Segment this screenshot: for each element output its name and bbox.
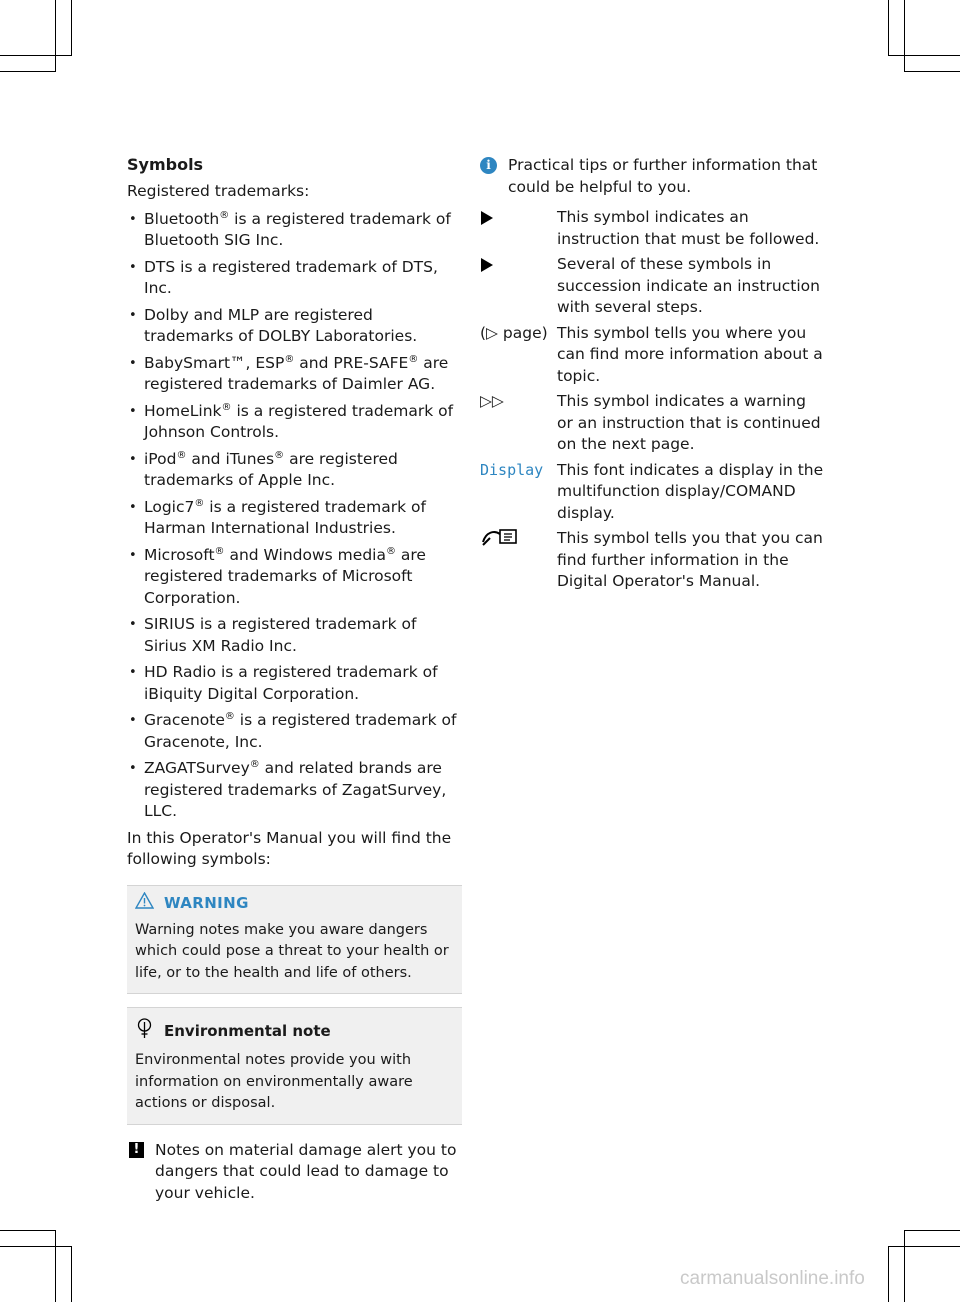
table-row (480, 460, 825, 525)
trademark-text: and related brands are registered trademarks of ZagatSurvey, LLC. (144, 759, 447, 820)
material-damage-note (127, 1140, 462, 1205)
crop-mark-tr-h2 (904, 71, 960, 72)
registered-mark: ® (219, 209, 230, 221)
registered-mark: ® (249, 758, 260, 770)
trademark-text: is a registered trademark of Johnson Controls. (144, 401, 454, 441)
trademark-text: are registered trademarks of Microsoft Corporation. (144, 545, 426, 607)
trademark-text: are registered trademarks of Apple Inc. (144, 449, 398, 489)
symbol-cell (480, 391, 557, 456)
practical-tip-text: Practical tips or further information that could be helpful to you. (508, 156, 818, 196)
trademark-text: Bluetooth (144, 209, 220, 228)
symbol-description: This symbol tells you where you can find more information about a topic. (557, 323, 823, 385)
table-row (480, 528, 825, 593)
trademark-text: and iTunes (186, 449, 275, 468)
list-item (127, 449, 462, 492)
material-damage-text: Notes on material damage alert you to dangers that could lead to damage to your vehicle. (155, 1140, 457, 1202)
trademark-text: is a registered trademark of Gracenote, Inc. (144, 711, 457, 751)
list-item (127, 305, 462, 348)
crop-mark-br-v (888, 1246, 889, 1302)
crop-mark-bl-h (0, 1230, 56, 1231)
crop-mark-tl-v (55, 0, 56, 72)
trademark-text: and Windows media (224, 545, 386, 564)
instruction-arrow-icon (481, 258, 493, 272)
trademark-text: and PRE-SAFE (294, 353, 409, 372)
trademark-text: SIRIUS is a registered trademark of Sirius XM Radio Inc. (144, 615, 417, 655)
crop-mark-br-h2 (904, 1230, 960, 1231)
trademark-list (127, 209, 462, 823)
environmental-title: Environmental note (164, 1022, 331, 1040)
trademark-text: is a registered trademark of Bluetooth SIG Inc. (144, 209, 451, 249)
list-item (127, 401, 462, 444)
warning-box (127, 885, 462, 995)
trademarks-intro: Registered trademarks: (127, 182, 310, 200)
list-item (127, 257, 462, 300)
symbol-label: ▷▷ (480, 392, 504, 410)
symbol-cell (480, 323, 557, 388)
table-row (480, 323, 825, 388)
crop-mark-bl-v (55, 1230, 56, 1302)
registered-mark: ® (274, 449, 285, 461)
trademark-text: Gracenote (144, 711, 225, 729)
list-item (127, 614, 462, 657)
symbol-cell (480, 460, 557, 525)
symbol-label: (▷ page) (480, 323, 548, 342)
left-column (127, 155, 462, 1204)
crop-mark-tl-v2 (71, 0, 72, 56)
display-font-sample: Display (480, 460, 544, 479)
symbols-intro: In this Operator's Manual you will find the following symbols: (127, 828, 452, 868)
right-column (480, 155, 825, 597)
list-item (127, 353, 462, 396)
registered-mark: ® (176, 449, 187, 461)
registered-mark: ® (385, 545, 396, 557)
symbol-cell (480, 528, 557, 593)
trademark-text: ZAGATSurvey (144, 759, 250, 777)
warning-triangle-icon (135, 892, 154, 914)
symbol-description: This symbol indicates an instruction that must be followed. (557, 208, 820, 248)
table-row (480, 254, 825, 319)
crop-mark-tr-h (888, 55, 960, 56)
symbol-description: This symbol tells you that you can find further information in the Digital Operator's Manual. (557, 529, 823, 590)
crop-mark-br-h (888, 1246, 960, 1247)
symbol-description: This symbol indicates a warning or an instruction that is continued on the next page. (557, 392, 821, 453)
list-item (127, 662, 462, 705)
environmental-body: Environmental notes provide you with information on environmentally aware actions or disposal. (135, 1052, 413, 1111)
warning-title-row (135, 892, 454, 914)
registered-mark: ® (224, 710, 235, 722)
registered-mark: ® (408, 353, 419, 365)
table-row (480, 391, 825, 456)
list-item (127, 545, 462, 610)
exclamation-icon: ! (129, 1142, 144, 1158)
symbol-table (480, 207, 825, 593)
registered-mark: ® (221, 401, 232, 413)
table-row (480, 207, 825, 250)
symbol-cell (480, 207, 557, 250)
list-item (127, 497, 462, 540)
environmental-title-row (135, 1014, 454, 1044)
leaf-bulb-icon (135, 1018, 154, 1044)
trademark-text: iPod (144, 449, 177, 468)
trademark-text: HD Radio is a registered trademark of iBiquity Digital Corporation. (144, 663, 438, 703)
practical-tip (480, 155, 825, 198)
registered-mark: ® (194, 497, 205, 509)
trademark-text: Logic7 (144, 497, 195, 516)
symbol-description: Several of these symbols in succession indicate an instruction with several steps. (557, 255, 820, 316)
trademark-text: is a registered trademark of Harman International Industries. (144, 497, 426, 537)
crop-mark-bl-h2 (0, 1246, 72, 1247)
info-icon: i (480, 157, 497, 174)
list-item (127, 209, 462, 252)
environmental-box (127, 1007, 462, 1125)
crop-mark-br-v2 (904, 1230, 905, 1302)
digital-manual-icon (480, 534, 518, 552)
trademark-text: HomeLink (144, 401, 222, 420)
crop-mark-tr-v2 (904, 0, 905, 72)
list-item (127, 758, 462, 823)
list-item (127, 710, 462, 753)
registered-mark: ® (284, 353, 295, 365)
warning-body: Warning notes make you aware dangers which could pose a threat to your health or life, or to the health and life of others. (135, 921, 449, 981)
crop-mark-bl-v2 (71, 1246, 72, 1302)
section-heading: Symbols (127, 155, 204, 174)
trademark-text: Dolby and MLP are registered trademarks of DOLBY Laboratories. (144, 305, 418, 345)
trademark-text: BabySmart™, ESP (144, 353, 285, 372)
watermark: carmanualsonline.info (680, 1268, 865, 1289)
instruction-arrow-icon (481, 211, 493, 225)
warning-title: WARNING (164, 893, 249, 912)
trademark-text: Microsoft (144, 545, 215, 564)
registered-mark: ® (214, 545, 225, 557)
trademark-text: are registered trademarks of Daimler AG. (144, 353, 449, 393)
crop-mark-tl-h (0, 71, 56, 72)
crop-mark-tr-v (888, 0, 889, 56)
trademark-text: DTS is a registered trademark of DTS, Inc. (144, 257, 438, 297)
symbol-cell (480, 254, 557, 319)
crop-mark-tl-h2 (0, 55, 72, 56)
symbol-description: This font indicates a display in the multifunction display/COMAND display. (557, 460, 824, 522)
